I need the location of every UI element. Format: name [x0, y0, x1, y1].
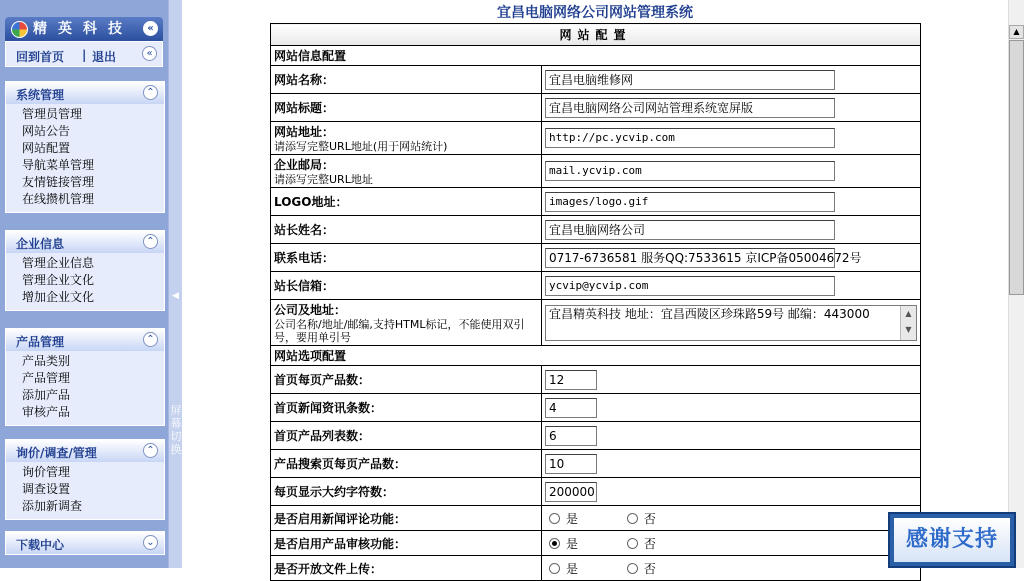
menu-system [5, 81, 165, 213]
scroll-thumb[interactable] [1009, 40, 1024, 295]
brand-logo-icon [11, 21, 28, 38]
collapse-up-icon[interactable]: ⌃ [143, 85, 158, 100]
email-input[interactable]: ycvip@ycvip.com [545, 276, 835, 296]
site-title-input[interactable]: 宜昌电脑网络公司网站管理系统宽屏版 [545, 98, 835, 118]
home-link[interactable]: 回到首页 [16, 50, 65, 64]
field-label: 公司及地址： 公司名称/地址/邮编,支持HTML标记，不能使用双引号，要用单引号 [271, 300, 542, 346]
field-label: 产品搜索页每页产品数： [271, 450, 542, 478]
menu-inquiry [5, 439, 165, 520]
menu-item[interactable]: 在线攒机管理 [22, 192, 95, 206]
menu-products [5, 328, 165, 426]
field-label: 是否启用产品审核功能： [271, 531, 542, 556]
menu-header-download[interactable] [6, 532, 164, 554]
news-comment-yes-radio[interactable] [549, 513, 560, 524]
brand-name: 精英科技 [33, 21, 133, 37]
field-label: 网站地址： 请添写完整URL地址(用于网站统计) [271, 122, 542, 155]
menu-item[interactable]: 产品管理 [22, 371, 71, 385]
radio-label: 否 [643, 561, 656, 576]
menu-item[interactable]: 询价管理 [22, 465, 71, 479]
field-label: 是否开放文件上传： [271, 556, 542, 581]
collapse-up-icon[interactable]: ⌃ [143, 332, 158, 347]
menu-title: 企业信息 [16, 237, 65, 251]
radio-label: 是 [566, 561, 579, 576]
section-title: 网站选项配置 [271, 346, 921, 366]
scroll-up-icon[interactable]: ▲ [1009, 25, 1024, 39]
field-label: 企业邮局： 请添写完整URL地址 [271, 155, 542, 188]
screen-toggle-bar[interactable] [168, 0, 182, 568]
search-products-input[interactable]: 10 [545, 454, 597, 474]
thanks-badge[interactable] [888, 512, 1016, 568]
menu-item[interactable]: 添加新调查 [22, 499, 83, 513]
menu-download [5, 531, 165, 555]
radio-label: 否 [643, 536, 656, 551]
field-label: 首页新闻资讯条数： [271, 394, 542, 422]
thanks-text: 感谢支持 [894, 518, 1010, 562]
menu-item[interactable]: 导航菜单管理 [22, 158, 95, 172]
config-table [270, 23, 921, 581]
phone-input[interactable]: 0717-6736581 服务QQ:7533615 京ICP备05004672号 [545, 248, 835, 268]
radio-label: 是 [566, 536, 579, 551]
field-label: 站长信箱： [271, 272, 542, 300]
main-content [182, 0, 1008, 576]
menu-item[interactable]: 管理员管理 [22, 107, 83, 121]
page-title: 宜昌电脑网络公司网站管理系统 [497, 5, 693, 21]
field-label: 站长姓名： [271, 216, 542, 244]
menu-item[interactable]: 友情链接管理 [22, 175, 95, 189]
home-products-input[interactable]: 12 [545, 370, 597, 390]
menu-header-enterprise[interactable] [6, 231, 164, 253]
menu-title: 产品管理 [16, 335, 65, 349]
collapse-up-icon[interactable]: ⌃ [143, 443, 158, 458]
logout-link[interactable]: 退出 [92, 50, 117, 64]
collapse-icon[interactable]: « [142, 46, 157, 61]
field-label: 首页产品列表数： [271, 422, 542, 450]
collapse-icon[interactable]: « [143, 21, 158, 36]
sidebar [0, 0, 168, 568]
menu-title: 下载中心 [16, 538, 65, 552]
product-audit-no-radio[interactable] [627, 538, 638, 549]
field-label: 首页每页产品数： [271, 366, 542, 394]
menu-item[interactable]: 调查设置 [22, 482, 71, 496]
field-label: LOGO地址： [271, 188, 542, 216]
mail-input[interactable]: mail.ycvip.com [545, 161, 835, 181]
radio-label: 否 [643, 511, 656, 526]
company-textarea[interactable]: 宜昌精英科技 地址：宜昌西陵区珍珠路59号 邮编：443000 ▲ ▼ [545, 305, 917, 341]
owner-input[interactable]: 宜昌电脑网络公司 [545, 220, 835, 240]
menu-header-system[interactable] [6, 82, 164, 104]
site-url-input[interactable]: http://pc.ycvip.com [545, 128, 835, 148]
field-label: 是否启用新闻评论功能： [271, 506, 542, 531]
max-chars-input[interactable]: 200000 [545, 482, 597, 502]
menu-item[interactable]: 网站配置 [22, 141, 71, 155]
menu-item[interactable]: 审核产品 [22, 405, 71, 419]
product-audit-yes-radio[interactable] [549, 538, 560, 549]
page-scrollbar[interactable] [1008, 0, 1024, 568]
menu-title: 系统管理 [16, 88, 65, 102]
collapse-down-icon[interactable]: ⌄ [143, 535, 158, 550]
logo-input[interactable]: images/logo.gif [545, 192, 835, 212]
menu-item[interactable]: 网站公告 [22, 124, 71, 138]
quick-links [5, 41, 163, 67]
menu-item[interactable]: 产品类别 [22, 354, 71, 368]
menu-header-products[interactable] [6, 329, 164, 351]
menu-title: 询价/调查/管理 [16, 446, 97, 460]
news-comment-no-radio[interactable] [627, 513, 638, 524]
section-title: 网站信息配置 [271, 46, 921, 66]
home-news-input[interactable]: 4 [545, 398, 597, 418]
file-upload-yes-radio[interactable] [549, 563, 560, 574]
field-label: 每页显示大约字符数： [271, 478, 542, 506]
menu-header-inquiry[interactable] [6, 440, 164, 462]
field-label: 网站名称： [271, 66, 542, 94]
collapse-up-icon[interactable]: ⌃ [143, 234, 158, 249]
link-separator: | [82, 48, 87, 62]
home-product-list-input[interactable]: 6 [545, 426, 597, 446]
menu-item[interactable]: 增加企业文化 [22, 290, 95, 304]
textarea-scrollbar[interactable] [900, 306, 916, 340]
site-name-input[interactable]: 宜昌电脑维修网 [545, 70, 835, 90]
field-label: 联系电话： [271, 244, 542, 272]
menu-enterprise [5, 230, 165, 311]
table-header: 网站配置 [271, 24, 921, 46]
menu-item[interactable]: 管理企业信息 [22, 256, 95, 270]
field-label: 网站标题： [271, 94, 542, 122]
brand-bar [5, 17, 163, 41]
radio-label: 是 [566, 511, 579, 526]
screen-toggle-label[interactable]: 屏幕切换 [170, 404, 182, 456]
menu-item[interactable]: 管理企业文化 [22, 273, 95, 287]
scroll-down-icon: ▼ [905, 324, 912, 334]
file-upload-no-radio[interactable] [627, 563, 638, 574]
scroll-up-icon: ▲ [905, 308, 912, 318]
menu-item[interactable]: 添加产品 [22, 388, 71, 402]
arrow-left-icon[interactable]: ◀ [172, 291, 179, 301]
